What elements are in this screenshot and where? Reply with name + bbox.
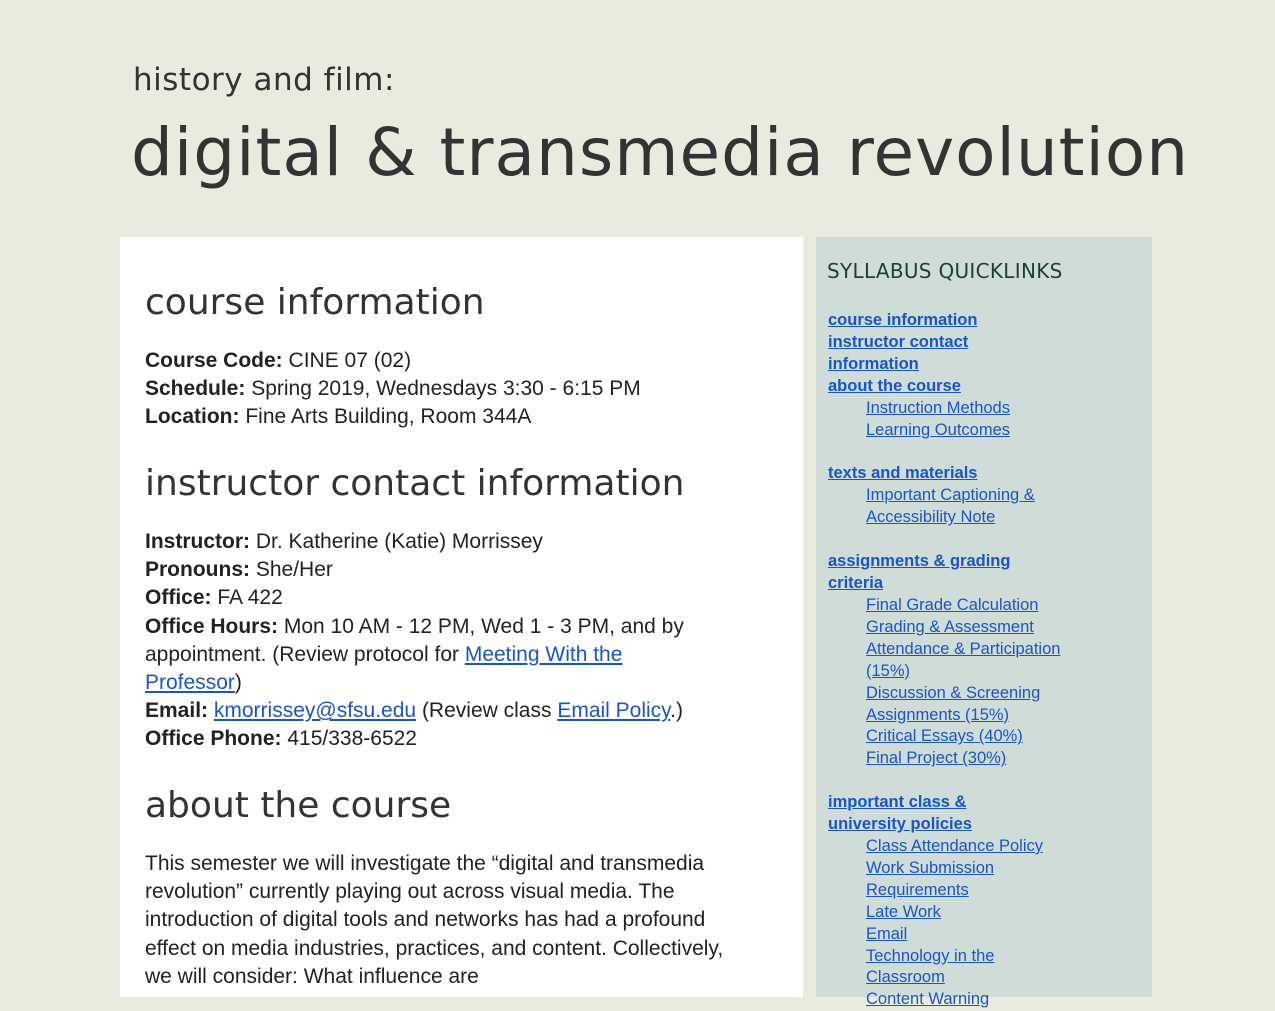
email-review-close: .) (670, 699, 683, 723)
location-row (145, 403, 745, 431)
pronouns-value: She/Her (255, 558, 333, 582)
quicklink-technology-in-the-classroom[interactable]: Technology in the Classroom (866, 946, 995, 987)
about-course-body: This semester we will investigate the “digital and transmedia revolution” currently playing out across visual media. The introduction of digital tools and networks has had a profound effect on media industries, practices, and content. Collectively, we will consider: What influence are (145, 852, 724, 988)
quicklink-texts-and-materials[interactable]: texts and materials (828, 464, 978, 483)
quicklink-critical-essays-40[interactable]: Critical Essays (40%) (866, 727, 1023, 746)
office-label: Office: (145, 586, 212, 610)
office-phone-value: 415/338-6522 (287, 727, 417, 751)
quicklink-final-grade-calculation[interactable]: Final Grade Calculation (866, 595, 1039, 614)
quicklink-course-information[interactable]: course information (828, 311, 978, 329)
quicklink-class-attendance-policy[interactable]: Class Attendance Policy (866, 837, 1044, 856)
quicklink-email[interactable]: Email (866, 924, 908, 943)
pronouns-row (145, 556, 725, 584)
schedule-row (145, 375, 745, 403)
office-phone-label: Office Phone: (145, 727, 282, 751)
page-title: digital & transmedia revolution (131, 114, 1190, 191)
quicklink-work-submission-requirements[interactable]: Work Submission Requirements (866, 858, 995, 899)
instructor-contact-details (145, 528, 725, 754)
quicklink-attendance-participation-15[interactable]: Attendance & Participation (15%) (866, 639, 1061, 680)
quicklink-instructor-contact-information[interactable]: instructor contact information (828, 332, 969, 373)
main-content-card (120, 237, 803, 997)
quicklink-important-captioning-accessibility-note[interactable]: Important Captioning & Accessibility Note (866, 486, 1035, 527)
quicklink-about-the-course[interactable]: about the course (828, 376, 961, 395)
quicklink-assignments-grading-criteria[interactable]: assignments & grading criteria (828, 552, 1011, 593)
office-hours-close: ) (234, 671, 242, 695)
quicklink-learning-outcomes[interactable]: Learning Outcomes (866, 420, 1010, 439)
meeting-with-professor-link[interactable]: Meeting With the Professor (145, 642, 623, 695)
page-subtitle: history and film: (133, 62, 395, 98)
instructor-name: Dr. Katherine (Katie) Morrissey (255, 530, 543, 553)
office-phone-row (145, 725, 725, 753)
email-row (145, 697, 725, 725)
quicklinks-spacer (828, 529, 1148, 551)
quicklink-grading-assessment[interactable]: Grading & Assessment (866, 617, 1034, 636)
location-label: Location: (145, 405, 240, 429)
email-link[interactable]: kmorrissey@sfsu.edu (213, 699, 417, 723)
quicklink-important-class-university-policies[interactable]: important class & university policies (828, 793, 972, 834)
quicklink-final-project-30[interactable]: Final Project (30%) (866, 749, 1007, 768)
email-policy-link[interactable]: Email Policy (557, 699, 671, 723)
office-hours-row (145, 613, 725, 698)
office-hours-text: Mon 10 AM - 12 PM, Wed 1 - 3 PM, and by appointment. (Review protocol for (145, 614, 684, 666)
instructor-label: Instructor: (145, 530, 250, 553)
schedule-value: Spring 2019, Wednesdays 3:30 - 6:15 PM (251, 377, 641, 401)
sidebar-title: SYLLABUS QUICKLINKS (827, 259, 1063, 283)
quicklink-discussion-screening-assignments-15[interactable]: Discussion & Screening Assignments (15%) (866, 683, 1041, 724)
office-row (145, 584, 725, 612)
instructor-row (145, 528, 725, 556)
about-course-heading: about the course (145, 785, 452, 826)
instructor-contact-heading: instructor contact information (145, 463, 685, 504)
quicklinks-spacer (828, 441, 1148, 463)
quicklinks-list (828, 310, 1148, 1011)
syllabus-quicklinks-sidebar (816, 237, 1152, 1009)
course-code-row (145, 347, 745, 375)
course-code-label: Course Code: (145, 349, 283, 372)
course-code-value: CINE 07 (02) (288, 349, 412, 372)
email-label: Email: (145, 699, 209, 723)
email-review-text: (Review class (421, 699, 558, 723)
course-information-heading: course information (145, 282, 485, 323)
course-information-details (145, 347, 745, 432)
quicklinks-spacer (828, 770, 1148, 792)
pronouns-label: Pronouns: (145, 558, 250, 582)
office-hours-label: Office Hours: (145, 614, 279, 638)
location-value: Fine Arts Building, Room 344A (245, 405, 532, 429)
quicklink-late-work[interactable]: Late Work (866, 902, 941, 921)
quicklink-instruction-methods[interactable]: Instruction Methods (866, 398, 1010, 417)
office-value: FA 422 (217, 586, 283, 610)
schedule-label: Schedule: (145, 377, 246, 401)
quicklink-content-warning[interactable]: Content Warning (866, 990, 990, 1009)
